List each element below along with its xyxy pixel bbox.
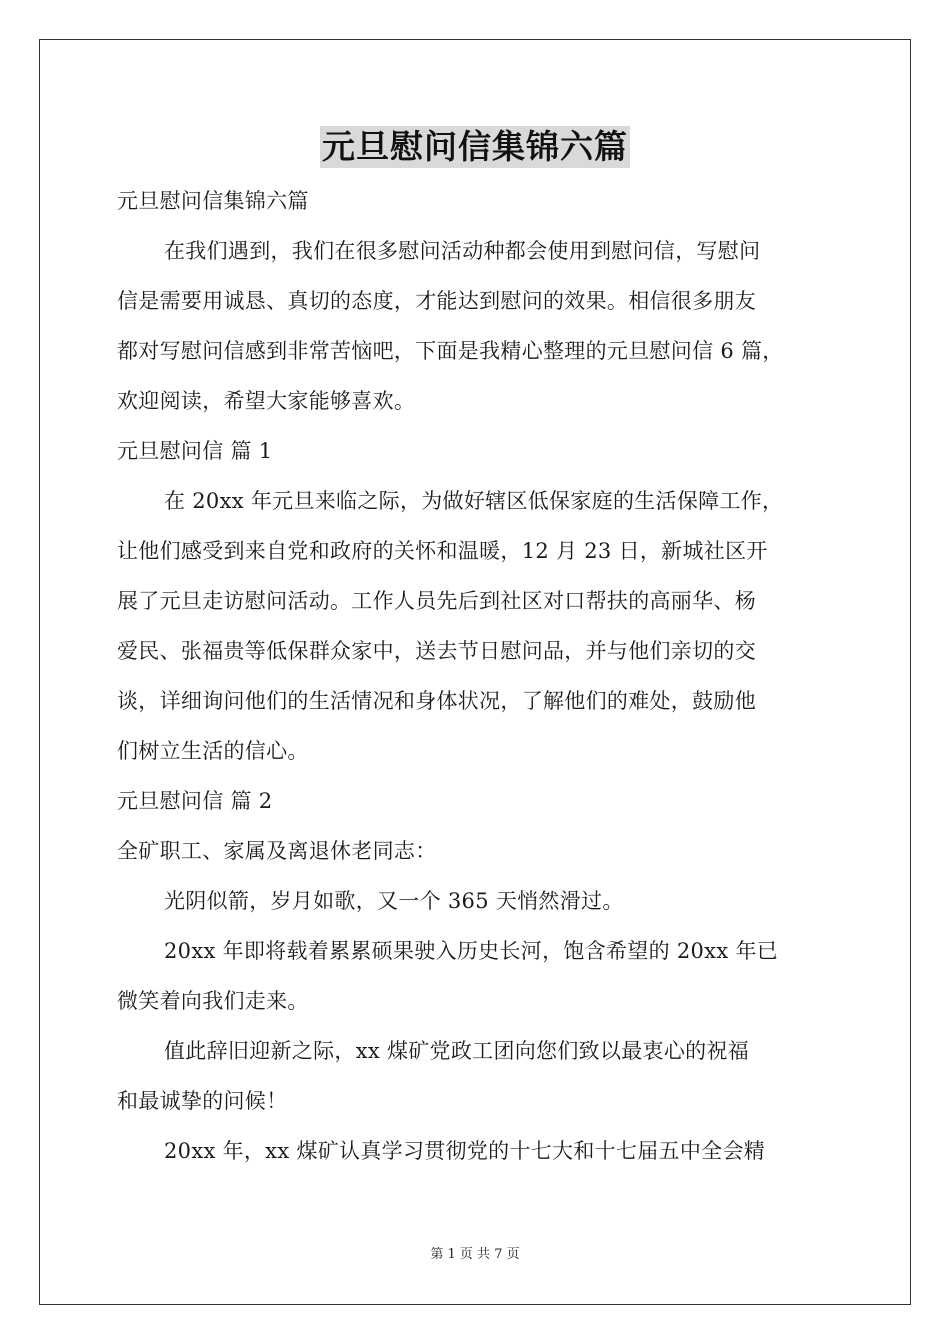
body-line: 微笑着向我们走来。 bbox=[117, 989, 309, 1013]
body-line: 让他们感受到来自党和政府的关怀和温暖，12 月 23 日，新城社区开 bbox=[117, 539, 768, 563]
body-line: 值此辞旧迎新之际，xx 煤矿党政工团向您们致以最衷心的祝福 bbox=[164, 1039, 750, 1063]
body-line: 在 20xx 年元旦来临之际，为做好辖区低保家庭的生活保障工作， bbox=[164, 489, 784, 513]
body-line: 元旦慰问信集锦六篇 bbox=[117, 189, 309, 213]
document-body bbox=[117, 176, 833, 1176]
title-container bbox=[0, 126, 950, 168]
body-line: 和最诚挚的问候！ bbox=[117, 1089, 288, 1113]
body-line: 20xx 年即将载着累累硕果驶入历史长河，饱含希望的 20xx 年已 bbox=[164, 939, 779, 963]
body-line: 信是需要用诚恳、真切的态度，才能达到慰问的效果。相信很多朋友 bbox=[117, 289, 756, 313]
body-line: 展了元旦走访慰问活动。工作人员先后到社区对口帮扶的高丽华、杨 bbox=[117, 589, 756, 613]
section-heading: 元旦慰问信 篇 2 bbox=[117, 789, 273, 813]
body-line: 都对写慰问信感到非常苦恼吧，下面是我精心整理的元旦慰问信 6 篇， bbox=[117, 339, 784, 363]
body-line: 爱民、张福贵等低保群众家中，送去节日慰问品，并与他们亲切的交 bbox=[117, 639, 756, 663]
document-title: 元旦慰问信集锦六篇 bbox=[322, 127, 628, 166]
body-line: 20xx 年，xx 煤矿认真学习贯彻党的十七大和十七届五中全会精 bbox=[164, 1139, 766, 1163]
page-number: 第 1 页 共 7 页 bbox=[430, 1247, 520, 1262]
body-line: 谈，详细询问他们的生活情况和身体状况，了解他们的难处，鼓励他 bbox=[117, 689, 756, 713]
body-line: 光阴似箭，岁月如歌，又一个 365 天悄然滑过。 bbox=[164, 889, 624, 913]
salutation-line: 全矿职工、家属及离退休老同志： bbox=[117, 839, 437, 863]
body-line: 在我们遇到，我们在很多慰问活动种都会使用到慰问信，写慰问 bbox=[164, 239, 761, 263]
section-heading: 元旦慰问信 篇 1 bbox=[117, 439, 273, 463]
body-line: 欢迎阅读，希望大家能够喜欢。 bbox=[117, 389, 416, 413]
body-line: 们树立生活的信心。 bbox=[117, 739, 309, 763]
